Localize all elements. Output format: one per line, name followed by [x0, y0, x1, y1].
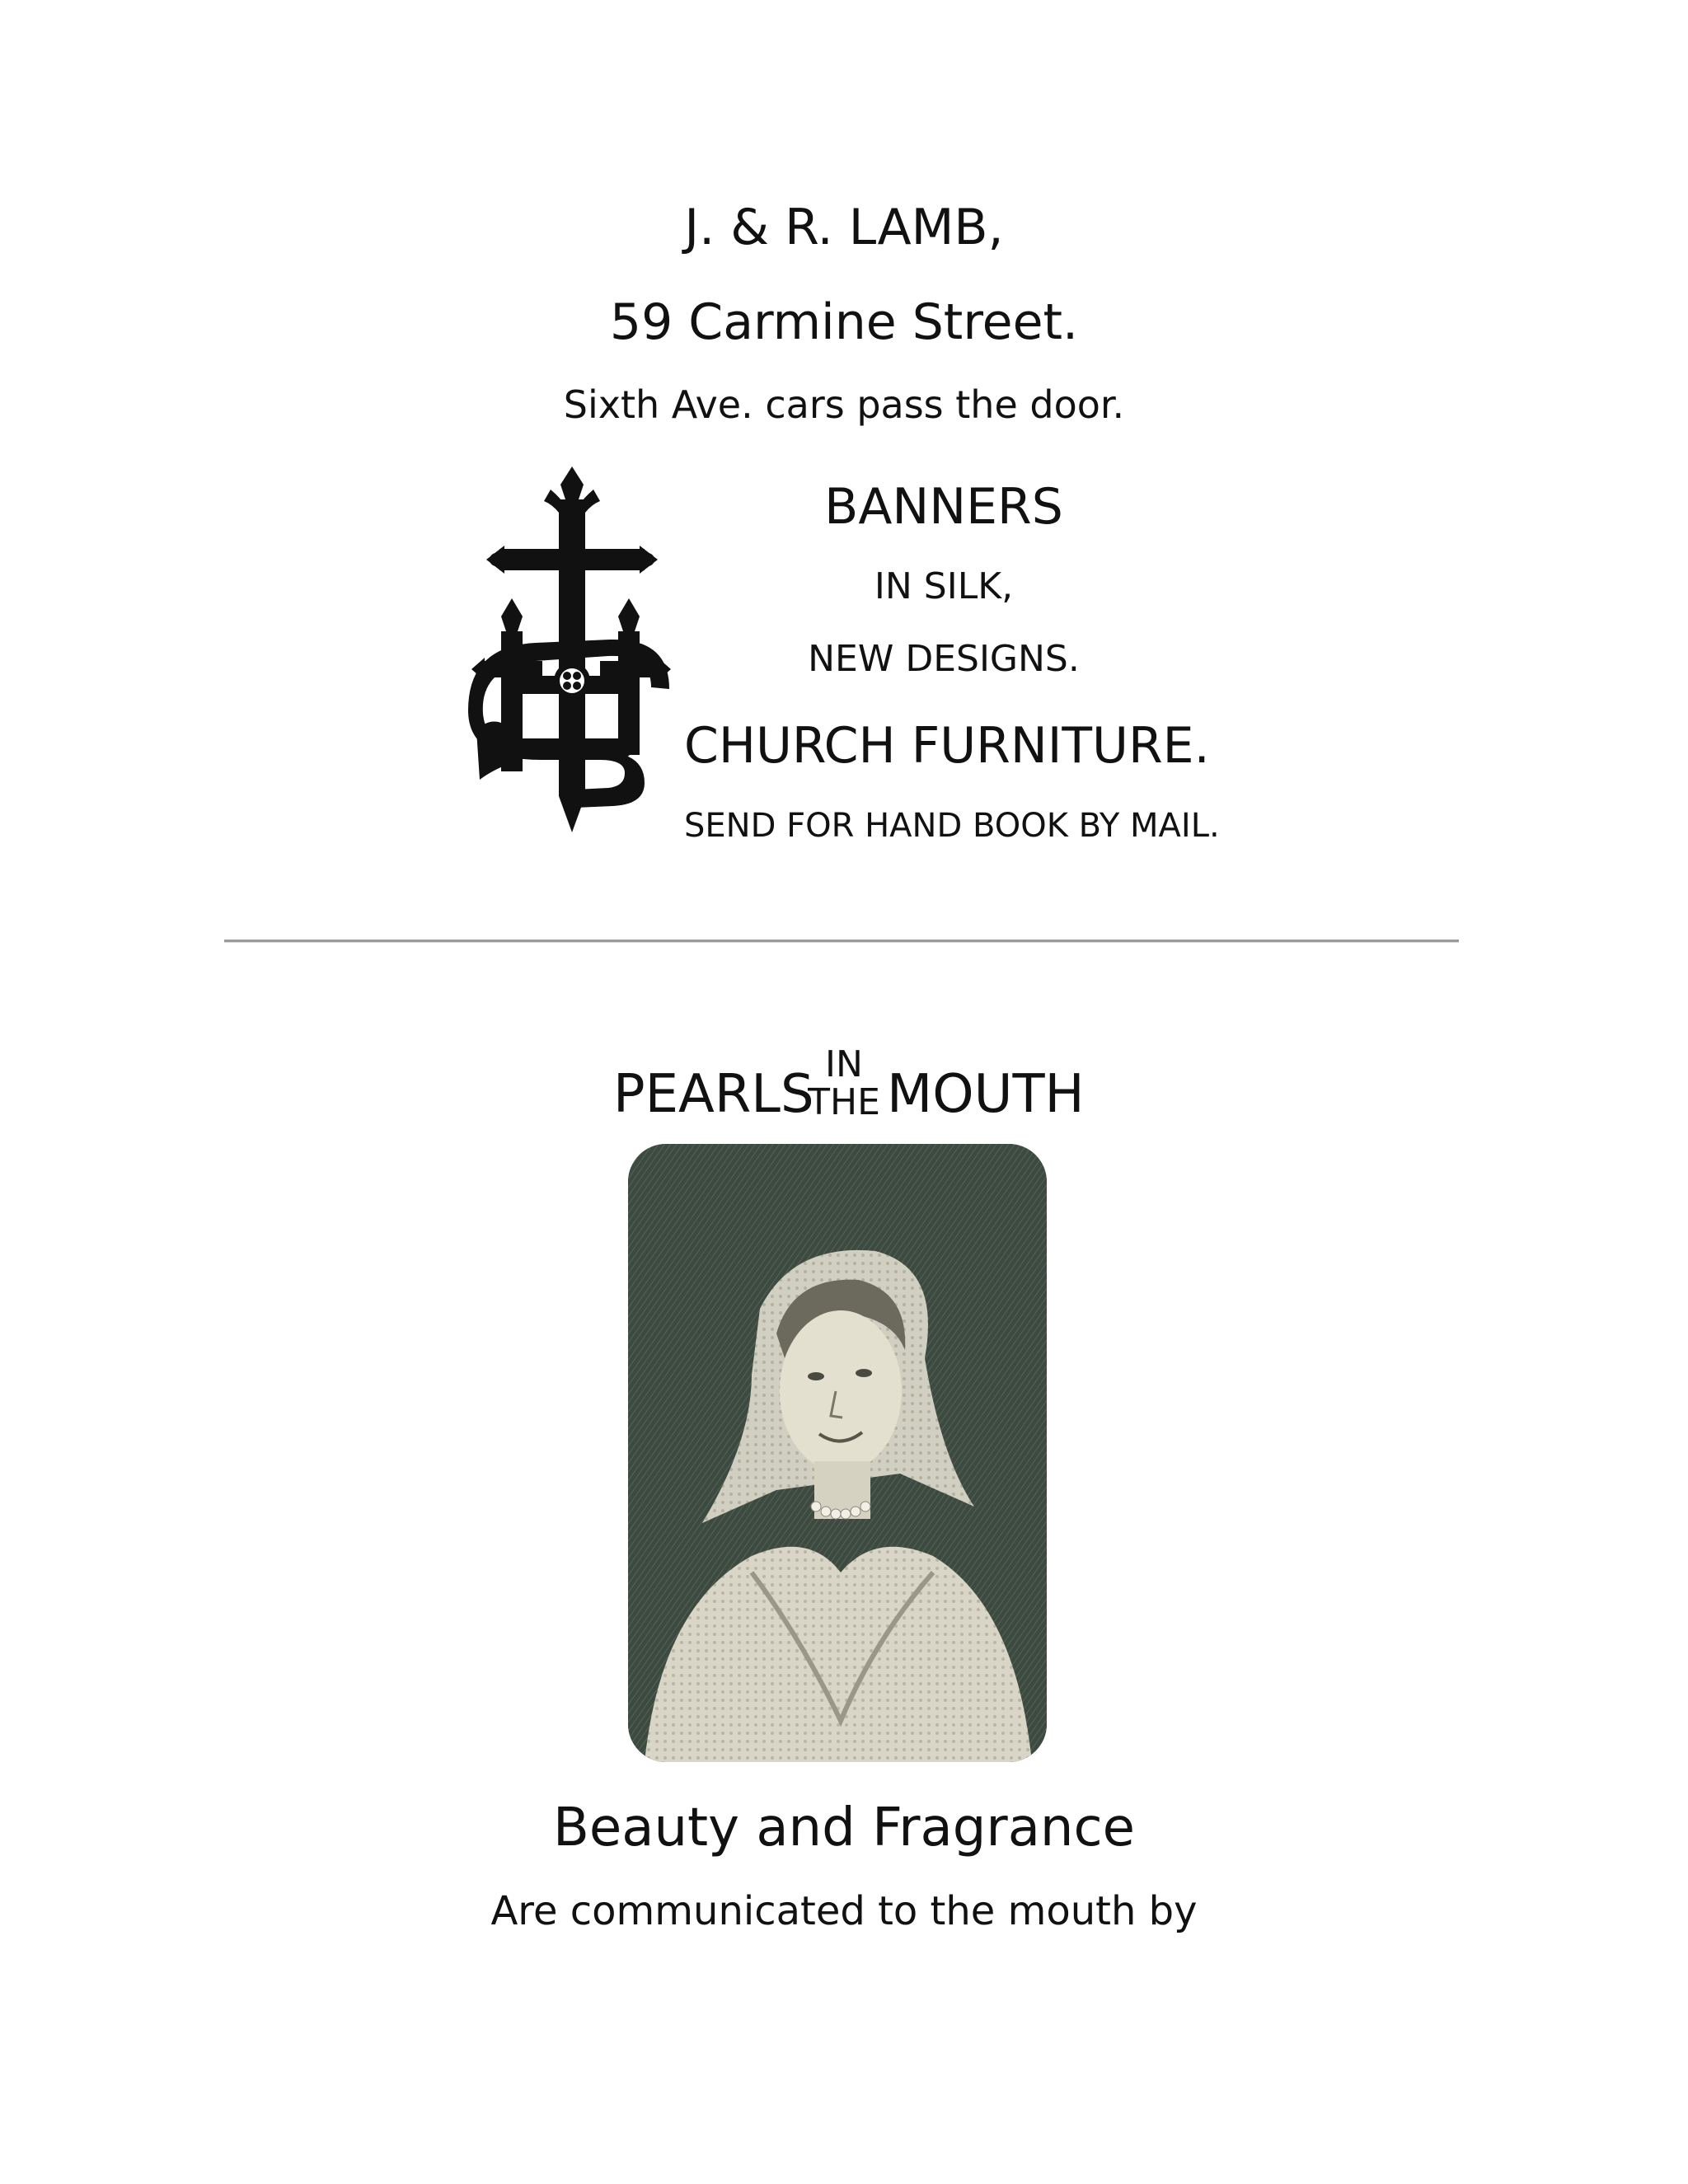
firm-name: J. & R. LAMB,	[684, 199, 1004, 256]
ihs-cross-monogram-icon	[468, 466, 674, 832]
the-word: THE	[808, 1081, 880, 1123]
church-furniture-heading: CHURCH FURNITURE.	[684, 717, 1210, 775]
woman-portrait-engraving	[628, 1144, 1047, 1762]
street-address: 59 Carmine Street.	[609, 293, 1079, 351]
woman-portrait-image	[628, 1144, 1047, 1762]
directions-text: Sixth Ave. cars pass the door.	[563, 382, 1125, 427]
pearls-word: PEARLS	[613, 1064, 814, 1125]
in-silk-text: IN SILK,	[874, 565, 1014, 607]
beauty-fragrance-headline: Beauty and Fragrance	[552, 1797, 1136, 1858]
section-divider	[224, 940, 1459, 943]
banners-heading: BANNERS	[824, 478, 1063, 536]
communicated-text: Are communicated to the mouth by	[490, 1888, 1198, 1934]
new-designs-text: NEW DESIGNS.	[808, 638, 1080, 680]
in-word: IN	[825, 1043, 863, 1085]
pearls-heading	[613, 1043, 1085, 1144]
hand-book-text: SEND FOR HAND BOOK BY MAIL.	[684, 807, 1220, 845]
mouth-word: MOUTH	[887, 1064, 1085, 1125]
